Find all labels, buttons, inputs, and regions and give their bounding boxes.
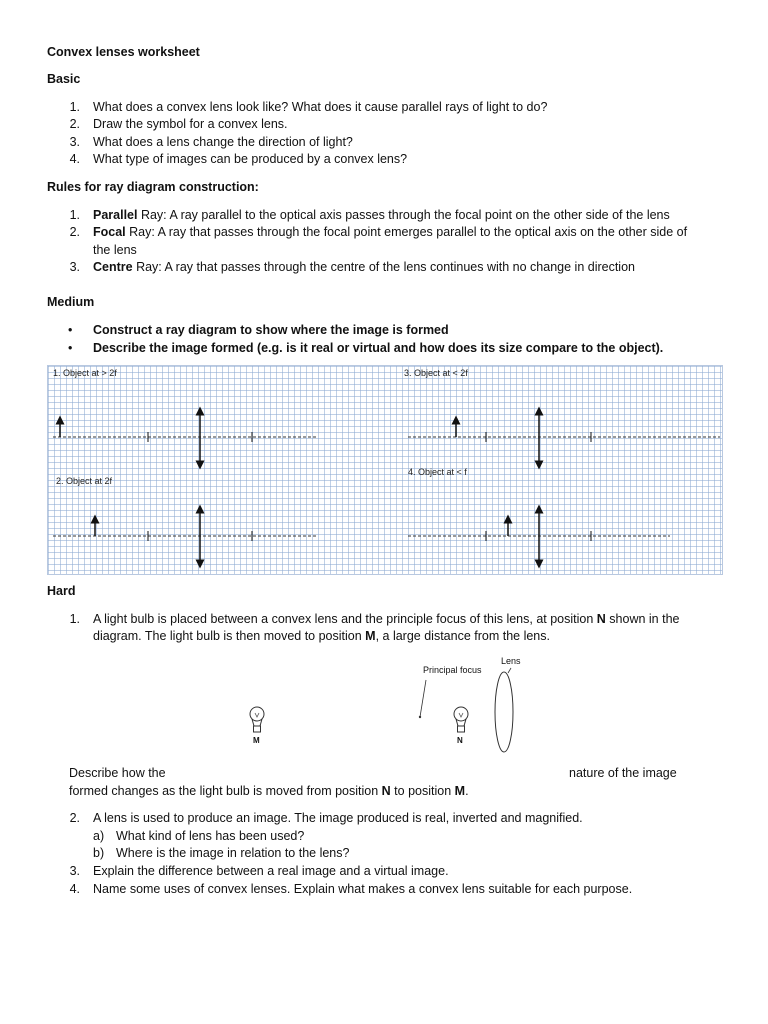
page-title: Convex lenses worksheet bbox=[47, 45, 200, 59]
question-4: Name some uses of convex lenses. Explain what makes a convex lens suitable for each purpose. bbox=[93, 882, 633, 896]
diagram-3 bbox=[408, 411, 720, 465]
lens-label: Lens bbox=[501, 656, 521, 666]
rule-term: Centre bbox=[93, 260, 133, 274]
diagram-label: 3. Object at < 2f bbox=[404, 368, 468, 378]
rule-text: Ray: A ray that passes through the focal point emerges parallel to the optical axis on the other side of bbox=[125, 225, 688, 239]
text-run: . bbox=[465, 784, 469, 798]
position-n: N bbox=[381, 784, 391, 798]
list-number: 3. bbox=[69, 135, 80, 149]
sub-number: a) bbox=[93, 829, 105, 843]
question-2: A lens is used to produce an image. The image produced is real, inverted and magnified. bbox=[93, 811, 583, 825]
convex-lens-icon bbox=[495, 672, 513, 752]
question-1-line-1 bbox=[93, 611, 680, 627]
sub-number: b) bbox=[93, 846, 105, 860]
diagram-2 bbox=[53, 509, 318, 564]
list-number: 2. bbox=[69, 225, 80, 239]
focus-pointer-line bbox=[420, 680, 426, 717]
describe-line-2 bbox=[69, 783, 469, 799]
diagram-label: 2. Object at 2f bbox=[56, 476, 113, 486]
describe-left: Describe how the bbox=[69, 766, 166, 780]
rules-heading: Rules for ray diagram construction: bbox=[47, 180, 259, 194]
bullet-icon: • bbox=[68, 323, 73, 337]
bulb-n-label: N bbox=[457, 736, 463, 745]
sub-item: Where is the image in relation to the lens? bbox=[116, 846, 350, 860]
list-number: 4. bbox=[69, 882, 80, 896]
list-item: What does a convex lens look like? What does it cause parallel rays of light to do? bbox=[93, 100, 548, 114]
medium-heading: Medium bbox=[47, 295, 95, 309]
list-number: 1. bbox=[69, 612, 80, 626]
bulb-m-icon bbox=[250, 707, 264, 732]
text-run: A light bulb is placed between a convex lens and the principle focus of this lens, at position bbox=[93, 612, 597, 626]
rule-text-continued: the lens bbox=[93, 243, 137, 257]
position-m: M bbox=[365, 629, 376, 643]
text-run: formed changes as the light bulb is moved from position bbox=[69, 784, 382, 798]
bulb-figure bbox=[250, 668, 513, 752]
bullet-icon: • bbox=[68, 341, 73, 355]
principal-focus-label: Principal focus bbox=[423, 665, 482, 675]
list-number: 1. bbox=[69, 100, 80, 114]
list-number: 3. bbox=[69, 260, 80, 274]
bulb-m-label: M bbox=[253, 736, 260, 745]
diagram-label: 1. Object at > 2f bbox=[53, 368, 117, 378]
list-item: Draw the symbol for a convex lens. bbox=[93, 117, 288, 131]
rule-term: Parallel bbox=[93, 208, 138, 222]
sub-item: What kind of lens has been used? bbox=[116, 829, 305, 843]
diagram-1 bbox=[53, 411, 318, 465]
rule-text: Ray: A ray parallel to the optical axis passes through the focal point on the other side of the lens bbox=[137, 208, 670, 222]
question-1-line-2 bbox=[93, 628, 550, 644]
list-item: What does a lens change the direction of light? bbox=[93, 135, 353, 149]
diagram-label: 4. Object at < f bbox=[408, 467, 467, 477]
question-3: Explain the difference between a real image and a virtual image. bbox=[93, 864, 449, 878]
rule-text: Ray: A ray that passes through the centre of the lens continues with no change in direction bbox=[132, 260, 635, 274]
position-n: N bbox=[596, 612, 606, 626]
describe-right: nature of the image bbox=[569, 766, 677, 780]
bullet-item: Construct a ray diagram to show where the image is formed bbox=[93, 323, 449, 337]
text-run: diagram. The light bulb is then moved to position bbox=[93, 629, 366, 643]
text-run: shown in the bbox=[605, 612, 680, 626]
focus-point bbox=[419, 716, 421, 718]
rule-term: Focal bbox=[93, 225, 126, 239]
text-run: to position bbox=[390, 784, 455, 798]
diagram-4 bbox=[408, 509, 670, 564]
list-item: What type of images can be produced by a convex lens? bbox=[93, 152, 408, 166]
text-run: , a large distance from the lens. bbox=[375, 629, 550, 643]
list-number: 3. bbox=[69, 864, 80, 878]
bulb-n-icon bbox=[454, 707, 468, 732]
hard-heading: Hard bbox=[47, 584, 76, 598]
bullet-item: Describe the image formed (e.g. is it real or virtual and how does its size compare to the object). bbox=[93, 341, 664, 355]
list-number: 1. bbox=[69, 208, 80, 222]
list-number: 2. bbox=[69, 811, 80, 825]
list-number: 2. bbox=[69, 117, 80, 131]
list-number: 4. bbox=[69, 152, 80, 166]
lens-pointer-line bbox=[508, 668, 511, 673]
position-m: M bbox=[454, 784, 466, 798]
basic-heading: Basic bbox=[47, 72, 81, 86]
